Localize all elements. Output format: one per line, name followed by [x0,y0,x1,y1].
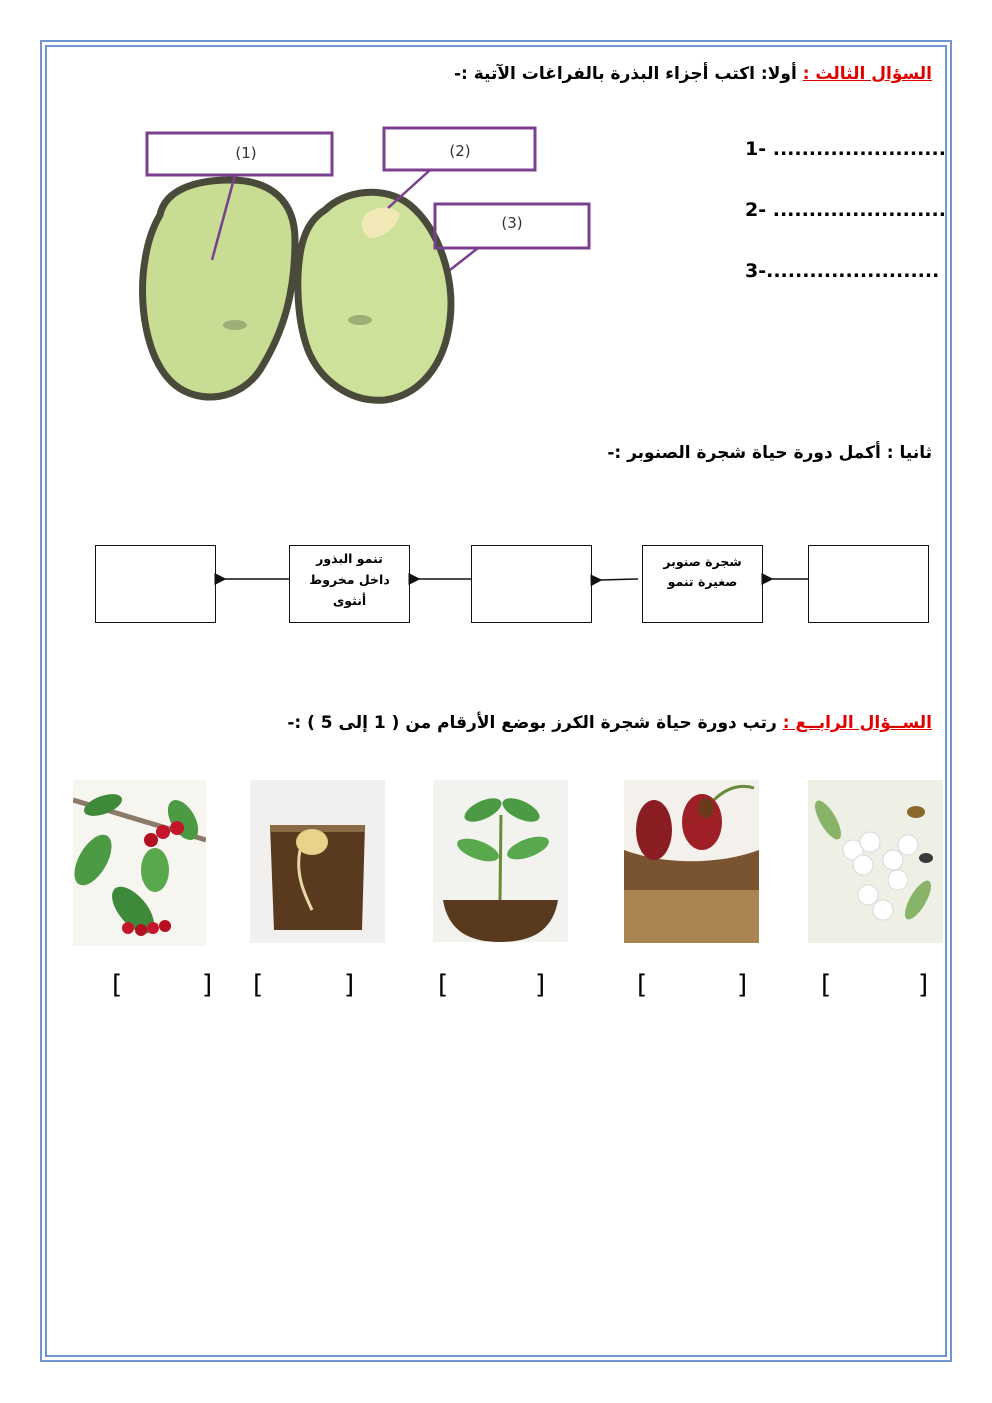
arrow-2 [601,579,638,580]
q3-part1-text: أولا: اكتب أجزاء البذرة بالفراغات الآتية :- [453,64,797,84]
answer-bracket-4-close: ] [737,970,748,1000]
pine-box-4-line-1: تنمو البذور [316,551,383,566]
q4-label: الســؤال الرابــع : [782,713,932,733]
pine-box-2-line-1: شجرة صنوبر [663,554,742,569]
q3-part2-heading: ثانيا : أكمل دورة حياة شجرة الصنوبر :- [607,443,932,463]
callout-label-3: (3) [501,214,523,232]
q3-label: السؤال الثالث : [802,64,932,84]
pine-box-2-line-2: صغيرة تنمو [667,574,738,589]
cherry-blossom-image [808,780,943,943]
answer-bracket-1-open: [ [112,970,123,1000]
answer-slot-3[interactable] [455,972,531,1002]
answer-bracket-4-open: [ [637,970,648,1000]
fallen-fruit-image [624,780,759,943]
blank-3[interactable]: 3-........................ [745,260,940,282]
q4-heading [287,713,932,733]
pine-cycle-arrows [0,560,992,600]
answer-bracket-5-open: [ [821,970,832,1000]
germinating-seed-image [250,780,385,943]
pine-box-4-line-3: أنثوى [332,593,367,608]
cherry-fruit-image [73,780,206,946]
seedling-image [433,780,568,942]
answer-bracket-5-close: ] [918,970,929,1000]
blank-1[interactable]: 1- ........................ [745,138,946,160]
callout-label-2: (2) [449,142,471,160]
answer-slot-1[interactable] [128,972,198,1002]
callout-label-1: (1) [235,144,257,162]
blank-2[interactable]: 2- ........................ [745,199,946,221]
answer-slot-4[interactable] [654,972,733,1002]
answer-slot-2[interactable] [270,972,340,1002]
answer-bracket-2-open: [ [253,970,264,1000]
answer-slot-5[interactable] [838,972,914,1002]
answer-bracket-1-close: ] [202,970,213,1000]
answer-bracket-2-close: ] [344,970,355,1000]
seed-half-left [143,180,295,397]
answer-bracket-3-open: [ [438,970,449,1000]
answer-bracket-3-close: ] [535,970,546,1000]
q4-text: رتب دورة حياة شجرة الكرز بوضع الأرقام من ( 1 إلى 5 ) :- [287,713,777,733]
q3-heading [454,64,932,84]
seed-diagram [120,120,620,420]
pine-box-4-line-2: داخل مخروط [309,572,390,587]
